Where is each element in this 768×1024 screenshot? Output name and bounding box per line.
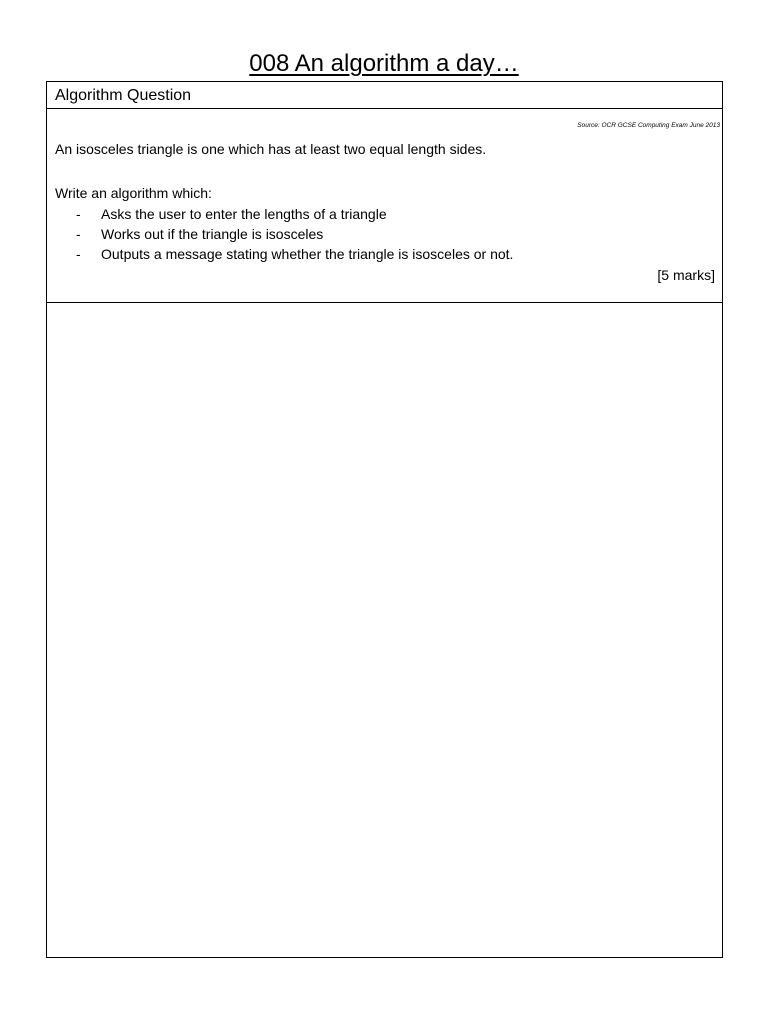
question-content xyxy=(47,109,722,303)
source-citation: Source: OCR GCSE Computing Exam June 2013 xyxy=(577,122,720,129)
requirement-dash: - xyxy=(76,246,81,262)
page-title: 008 An algorithm a day… xyxy=(249,50,519,77)
marks-label: [5 marks] xyxy=(657,267,715,283)
requirement-text: Works out if the triangle is isosceles xyxy=(101,226,324,242)
requirement-dash: - xyxy=(76,206,81,222)
requirement-item xyxy=(47,205,722,225)
requirement-dash: - xyxy=(76,226,81,242)
question-intro: An isosceles triangle is one which has at least two equal length sides. xyxy=(55,141,487,157)
question-header-row xyxy=(47,82,722,109)
requirement-item xyxy=(47,225,722,245)
answer-area[interactable] xyxy=(47,303,722,957)
question-header-label: Algorithm Question xyxy=(55,87,192,104)
requirements-list xyxy=(47,205,722,265)
requirement-item xyxy=(47,245,722,265)
requirement-text: Outputs a message stating whether the triangle is isosceles or not. xyxy=(101,246,514,262)
requirement-text: Asks the user to enter the lengths of a triangle xyxy=(101,206,387,222)
question-frame xyxy=(46,81,723,958)
question-lead: Write an algorithm which: xyxy=(55,185,212,201)
